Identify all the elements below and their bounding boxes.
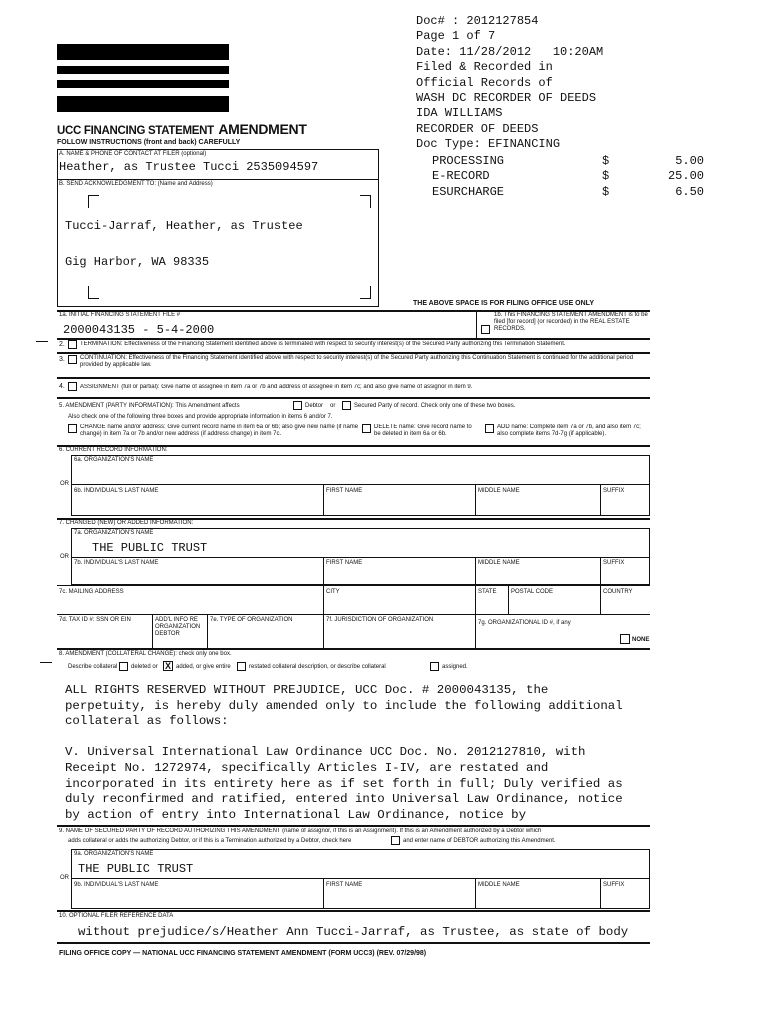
fee-currency: $: [602, 184, 610, 199]
divider: [57, 397, 650, 399]
item7b-label: 7b. INDIVIDUAL'S LAST NAME: [74, 560, 159, 566]
fee-amount: 5.00: [675, 154, 704, 168]
divider: [57, 825, 650, 827]
item9b-label: 9b. INDIVIDUAL'S LAST NAME: [74, 882, 159, 888]
divider: [57, 338, 650, 340]
contact-value[interactable]: Heather, as Trustee Tucci 2535094597: [59, 160, 319, 174]
item7a-value[interactable]: THE PUBLIC TRUST: [92, 541, 208, 555]
country-label: COUNTRY: [603, 589, 633, 595]
divider: [57, 942, 650, 944]
state-label: STATE: [478, 589, 497, 595]
recording-line: IDA WILLIAMS: [416, 106, 503, 121]
fee-amount: 6.50: [675, 184, 704, 199]
divider: [57, 377, 650, 379]
recording-line: Filed & Recorded in: [416, 60, 553, 75]
recording-line: Date: 11/28/2012 10:20AM: [416, 44, 604, 59]
item9a-value[interactable]: THE PUBLIC TRUST: [78, 862, 194, 876]
divider: [475, 879, 476, 909]
or-label: OR: [60, 875, 69, 881]
fee-currency: $: [602, 154, 610, 168]
margin-mark: [36, 341, 48, 342]
divider: [323, 586, 324, 614]
first-name-label: FIRST NAME: [326, 882, 363, 888]
or-label: OR: [60, 554, 69, 560]
assignment-checkbox[interactable]: [68, 382, 77, 391]
recording-stamp: [416, 14, 603, 153]
acknowledgment-name[interactable]: Tucci-Jarraf, Heather, as Trustee: [65, 219, 303, 233]
recording-line: RECORDER OF DEEDS: [416, 121, 539, 136]
item1a-value[interactable]: 2000043135 - 5-4-2000: [63, 323, 215, 337]
divider: [323, 879, 324, 909]
margin-mark: [40, 662, 52, 663]
item9-label: 9. NAME OF SECURED PARTY OF RECORD AUTHORIZING THIS AMENDMENT (name of assignor, if this is an Assignment). If this is an Amendment authorized by a Debtor which: [59, 828, 542, 834]
item9-box: [71, 849, 650, 909]
fee-row: [432, 154, 704, 169]
delete-checkbox[interactable]: [362, 424, 371, 433]
collateral-line: by action of entry into International Law Ordinance, notice by: [65, 807, 527, 822]
added-checkbox[interactable]: X: [164, 661, 171, 671]
divider: [475, 586, 476, 614]
assigned-checkbox[interactable]: [430, 662, 439, 671]
none-label: NONE: [632, 637, 650, 643]
change-checkbox[interactable]: [68, 424, 77, 433]
recording-line: Doc Type: EFINANCING: [416, 137, 561, 152]
assigned-label: assigned.: [442, 664, 468, 670]
item2-text: TERMINATION: Effectiveness of the Financing Statement identified above is terminated with respect to security interest(s) of the Secured Party authorizing this Termination Statement.: [80, 341, 566, 347]
divider: [323, 558, 324, 585]
item5-also: Also check one of the following three boxes and provide appropriate information in items 6 and/or 7.: [68, 414, 333, 420]
item6-box: [71, 455, 650, 516]
item1a-label: 1a. INITIAL FINANCING STATEMENT FILE #: [59, 312, 181, 318]
deleted-checkbox[interactable]: [119, 662, 128, 671]
mailing-address-label: 7c. MAILING ADDRESS: [59, 589, 124, 595]
divider: [57, 648, 650, 650]
item4-number: 4.: [59, 383, 65, 390]
fee-label: E-RECORD: [432, 169, 490, 184]
deleted-label: deleted or: [131, 664, 158, 670]
divider: [71, 878, 650, 879]
divider: [152, 615, 153, 648]
corner-bracket: [360, 286, 371, 299]
divider: [600, 586, 601, 614]
divider: [57, 179, 379, 180]
divider: [323, 615, 324, 648]
redaction-bar: [57, 80, 229, 88]
fee-label: ESURCHARGE: [432, 184, 505, 199]
collateral-line: incorporated in its entirety here as if set forth in full; Duly verified as: [65, 776, 623, 791]
item9a-label: 9a. ORGANIZATION'S NAME: [74, 851, 154, 857]
collateral-description[interactable]: [65, 683, 623, 823]
first-name-label: FIRST NAME: [326, 488, 363, 494]
added-label: added, or give entire: [176, 664, 231, 670]
item9-label2: adds collateral or adds the authorizing Debtor, or if this is a Termination authorized by a Debtor, check here: [68, 838, 352, 844]
divider: [475, 558, 476, 585]
recording-line: Doc# : 2012127854: [416, 14, 539, 28]
city-label: CITY: [326, 589, 340, 595]
fee-row: [432, 185, 704, 200]
collateral-line: V. Universal International Law Ordinance UCC Doc. No. 2012127810, with: [65, 745, 586, 760]
recording-line: WASH DC RECORDER OF DEEDS: [416, 91, 597, 106]
acknowledgment-label: B. SEND ACKNOWLEDGMENT TO: (Name and Address): [59, 181, 213, 187]
recording-line: Page 1 of 7: [416, 29, 496, 44]
form-title: [57, 121, 307, 139]
suffix-label: SUFFIX: [603, 488, 625, 494]
item6-label: 6. CURRENT RECORD INFORMATION:: [59, 447, 168, 453]
item9-label3: and enter name of DEBTOR authorizing this Amendment.: [403, 838, 556, 844]
form-footer: FILING OFFICE COPY — NATIONAL UCC FINANCING STATEMENT AMENDMENT (FORM UCC3) (REV. 07/29/98): [59, 950, 427, 957]
postal-code-label: POSTAL CODE: [511, 589, 554, 595]
middle-name-label: MIDDLE NAME: [478, 560, 520, 566]
item6a-label: 6a. ORGANIZATION'S NAME: [74, 457, 154, 463]
divider: [600, 879, 601, 909]
termination-checkbox[interactable]: [68, 340, 77, 349]
corner-bracket: [88, 195, 99, 208]
item4-text: ASSIGNMENT (full or partial): Give name of assignee in item 7a or 7b and address of assignee in item 7c; and also give name of assignor in item 9.: [80, 384, 473, 390]
item6b-label: 6b. INDIVIDUAL'S LAST NAME: [74, 488, 159, 494]
fee-amount: 25.00: [667, 169, 704, 184]
collateral-line: duly reconfirmed and ratified, entered into Universal Law Ordinance, notice: [65, 792, 623, 807]
tax-id-label: 7d. TAX ID #: SSN OR EIN: [59, 617, 131, 623]
debtor-checkbox[interactable]: [293, 401, 302, 410]
collateral-line: [65, 730, 623, 746]
divider: [475, 485, 476, 516]
fee-row: [432, 169, 704, 184]
secured-party-checkbox[interactable]: [342, 401, 351, 410]
corner-bracket: [360, 195, 371, 208]
form-title-large: AMENDMENT: [218, 121, 307, 137]
item5-change: CHANGE name and/or address: Give current record name in item 6a or 6b; also give new name (if name change) in item 7a or 7b and/or new address (if address change) in item 7c.: [80, 424, 359, 437]
item5-debtor: Debtor: [305, 403, 324, 409]
collateral-line: perpetuity, is hereby duly amended only to include the following additional: [65, 698, 623, 713]
divider: [207, 615, 208, 648]
org-type-label: 7e. TYPE OF ORGANIZATION: [210, 617, 293, 623]
redaction-bar: [57, 96, 229, 112]
form-title-small: UCC FINANCING STATEMENT: [57, 125, 214, 137]
contact-label: A. NAME & PHONE OF CONTACT AT FILER (optional): [59, 151, 207, 157]
restated-checkbox[interactable]: [237, 662, 246, 671]
divider: [71, 484, 650, 485]
divider: [57, 614, 650, 615]
restated-label: restated collateral description, or describe collateral: [249, 664, 386, 670]
item1b-label: 1b. This FINANCING STATEMENT AMENDMENT is to be filed [for record] (or recorded) in the REAL ESTATE RECORDS.: [494, 312, 648, 332]
divider: [323, 485, 324, 516]
divider: [57, 352, 650, 354]
corner-bracket: [88, 286, 99, 299]
item5-secured: Secured Party of record. Check only one of these two boxes.: [354, 403, 516, 409]
redaction-bar: [57, 44, 229, 60]
item5-delete: DELETE name: Give record name to be deleted in item 6a or 6b.: [374, 424, 472, 437]
fee-table: [432, 154, 704, 200]
suffix-label: SUFFIX: [603, 882, 625, 888]
collateral-line: ALL RIGHTS RESERVED WITHOUT PREJUDICE, UCC Doc. # 2000043135, the: [65, 683, 549, 697]
addl-info-label: ADD'L INFO RE ORGANIZATION DEBTOR: [155, 617, 201, 637]
item3-number: 3.: [59, 356, 65, 363]
or-label: OR: [60, 481, 69, 487]
item8-label: 8. AMENDMENT (COLLATERAL CHANGE): check only one box.: [59, 651, 232, 657]
divider: [57, 910, 650, 912]
item10-value[interactable]: without prejudice/s/Heather Ann Tucci-Jarraf, as Trustee, as state of body: [78, 925, 629, 939]
collateral-line: collateral as follows:: [65, 714, 229, 729]
divider: [71, 557, 650, 558]
none-checkbox[interactable]: [620, 634, 630, 644]
item2-number: 2.: [59, 341, 65, 348]
debtor-authorizing-checkbox[interactable]: [391, 836, 400, 845]
divider: [508, 586, 509, 614]
fee-label: PROCESSING: [432, 154, 505, 168]
suffix-label: SUFFIX: [603, 560, 625, 566]
middle-name-label: MIDDLE NAME: [478, 488, 520, 494]
divider: [600, 485, 601, 516]
middle-name-label: MIDDLE NAME: [478, 882, 520, 888]
recording-line: Official Records of: [416, 75, 553, 90]
item7a-label: 7a. ORGANIZATION'S NAME: [74, 530, 154, 536]
collateral-line: Receipt No. 1272974, specifically Articles I-IV, are restated and: [65, 760, 549, 775]
item5-label: 5. AMENDMENT (PARTY INFORMATION): This Amendment affects: [59, 403, 240, 409]
continuation-checkbox[interactable]: [68, 355, 77, 364]
first-name-label: FIRST NAME: [326, 560, 363, 566]
item7-label: 7. CHANGED (NEW) OR ADDED INFORMATION:: [59, 520, 194, 526]
item5-or: or: [330, 403, 336, 409]
form-instructions: FOLLOW INSTRUCTIONS (front and back) CAREFULLY: [57, 139, 241, 146]
item3-text: CONTINUATION: Effectiveness of the Financing Statement identified above with respect to security interest(s) of the Secured Party authorizing this Continuation Statement is continued for the additional period provided by applicable law.: [80, 355, 634, 368]
jurisdiction-label: 7f. JURISDICTION OF ORGANIZATION: [326, 617, 434, 623]
fee-currency: $: [602, 169, 610, 184]
item10-label: 10. OPTIONAL FILER REFERENCE DATA: [59, 913, 174, 919]
acknowledgment-city[interactable]: Gig Harbor, WA 98335: [65, 255, 210, 269]
divider: [600, 558, 601, 585]
item5-add: ADD name: Complete item 7a or 7b, and also item 7c; also complete items 7d-7g (if applicable).: [497, 424, 641, 437]
divider: [57, 585, 650, 586]
divider: [476, 311, 477, 339]
redaction-bar: [57, 66, 229, 74]
filing-office-note: THE ABOVE SPACE IS FOR FILING OFFICE USE ONLY: [413, 300, 594, 307]
add-checkbox[interactable]: [485, 424, 494, 433]
divider: [475, 615, 476, 648]
org-id-label: 7g. ORGANIZATIONAL ID #, if any: [478, 620, 571, 626]
describe-label: Describe collateral: [68, 664, 118, 670]
